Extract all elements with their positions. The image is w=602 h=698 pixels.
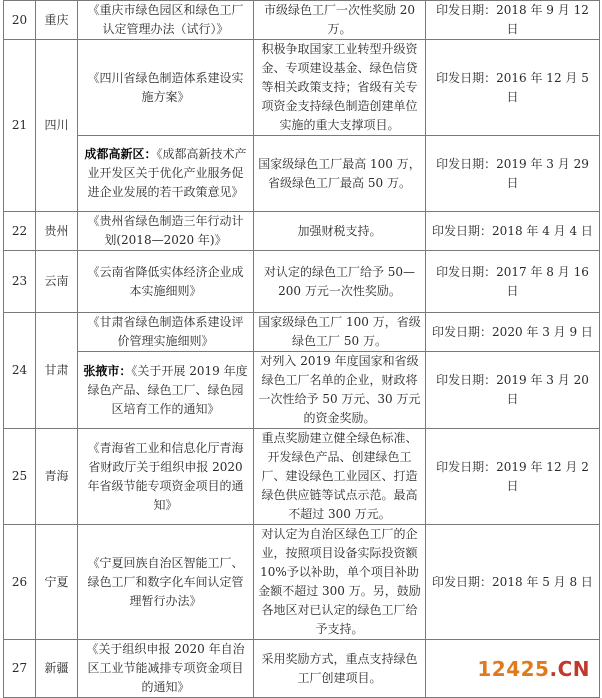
province-cell: 四川 (36, 40, 78, 212)
table-row (4, 313, 600, 352)
region-label: 成都高新区： (84, 147, 157, 161)
table-row (4, 1, 600, 40)
issue-date: 印发日期：2020 年 3 月 9 日 (426, 313, 600, 352)
province-cell: 青海 (36, 429, 78, 525)
support-measure: 市级绿色工厂一次性奖励 20 万。 (254, 1, 426, 40)
policy-document: 《甘肃省绿色制造体系建设评价管理实施细则》 (78, 313, 254, 352)
row-number: 20 (4, 1, 36, 40)
province-cell: 新疆 (36, 640, 78, 698)
support-measure: 对认定为自治区绿色工厂的企业，按照项目设备实际投资额 10%予以补助，单个项目补助金额不超过 300 万。另，鼓励各地区对已认定的绿色工厂给予支持。 (254, 525, 426, 640)
row-number: 25 (4, 429, 36, 525)
policy-document: 《宁夏回族自治区智能工厂、绿色工厂和数字化车间认定管理暂行办法》 (78, 525, 254, 640)
watermark-domain: .CN (549, 657, 590, 681)
issue-date: 印发日期：2018 年 4 月 4 日 (426, 212, 600, 251)
policy-document: 《青海省工业和信息化厅青海省财政厅关于组织申报 2020 年省级节能专项资金项目的通知》 (78, 429, 254, 525)
issue-date: 印发日期：2017 年 8 月 16 日 (426, 251, 600, 313)
table-row (4, 136, 600, 212)
table-row (4, 525, 600, 640)
policy-title: 《成都高新技术产业开发区关于优化产业服务促进企业发展的若干政策意见》 (87, 147, 247, 199)
support-measure: 加强财税支持。 (254, 212, 426, 251)
policy-document: 《关于组织申报 2020 年自治区工业节能减排专项资金项目的通知》 (78, 640, 254, 698)
table-row (4, 40, 600, 136)
policy-title: 《关于开展 2019 年度绿色产品、绿色工厂、绿色园区培育工作的通知》 (87, 363, 248, 416)
table-row (4, 429, 600, 525)
issue-date: 印发日期：2019 年 3 月 29 日 (426, 136, 600, 212)
policy-document (78, 136, 254, 212)
policy-document: 《云南省降低实体经济企业成本实施细则》 (78, 251, 254, 313)
policy-table (3, 0, 600, 698)
row-number: 27 (4, 640, 36, 698)
row-number: 22 (4, 212, 36, 251)
row-number: 21 (4, 40, 36, 212)
site-watermark (477, 657, 590, 681)
table-row (4, 251, 600, 313)
support-measure: 国家级绿色工厂最高 100 万，省级绿色工厂最高 50 万。 (254, 136, 426, 212)
policy-document: 《重庆市绿色园区和绿色工厂认定管理办法（试行）》 (78, 1, 254, 40)
issue-date: 印发日期：2019 年 3 月 20 日 (426, 352, 600, 429)
province-cell: 宁夏 (36, 525, 78, 640)
issue-date: 印发日期：2016 年 12 月 5 日 (426, 40, 600, 136)
issue-date: 印发日期：2019 年 12 月 2 日 (426, 429, 600, 525)
support-measure: 对认定的绿色工厂给予 50—200 万元一次性奖励。 (254, 251, 426, 313)
table-row (4, 212, 600, 251)
issue-date: 印发日期：2018 年 9 月 12 日 (426, 1, 600, 40)
support-measure: 采用奖励方式，重点支持绿色工厂创建项目。 (254, 640, 426, 698)
row-number: 23 (4, 251, 36, 313)
row-number: 24 (4, 313, 36, 429)
support-measure: 国家级绿色工厂 100 万，省级绿色工厂 50 万。 (254, 313, 426, 352)
table-row (4, 352, 600, 429)
province-cell: 甘肃 (36, 313, 78, 429)
policy-document (78, 352, 254, 429)
issue-date: 印发日期：2018 年 5 月 8 日 (426, 525, 600, 640)
region-label: 张掖市： (83, 363, 132, 378)
support-measure: 重点奖励建立健全绿色标准、开发绿色产品、创建绿色工厂、建设绿色工业园区、打造绿色供应链等试点示范。最高不超过 300 万元。 (254, 429, 426, 525)
support-measure: 积极争取国家工业转型升级资金、专项建设基金、绿色信贷等相关政策支持；省级有关专项资金支持绿色制造创建单位实施的重大支撑项目。 (254, 40, 426, 136)
watermark-number: 12425 (477, 657, 550, 681)
row-number: 26 (4, 525, 36, 640)
province-cell: 重庆 (36, 1, 78, 40)
province-cell: 贵州 (36, 212, 78, 251)
support-measure: 对列入 2019 年度国家和省级绿色工厂名单的企业，财政将一次性给予 50 万元、30 万元的资金奖励。 (254, 352, 426, 429)
policy-document: 《四川省绿色制造体系建设实施方案》 (78, 40, 254, 136)
policy-document: 《贵州省绿色制造三年行动计划(2018—2020 年)》 (78, 212, 254, 251)
province-cell: 云南 (36, 251, 78, 313)
